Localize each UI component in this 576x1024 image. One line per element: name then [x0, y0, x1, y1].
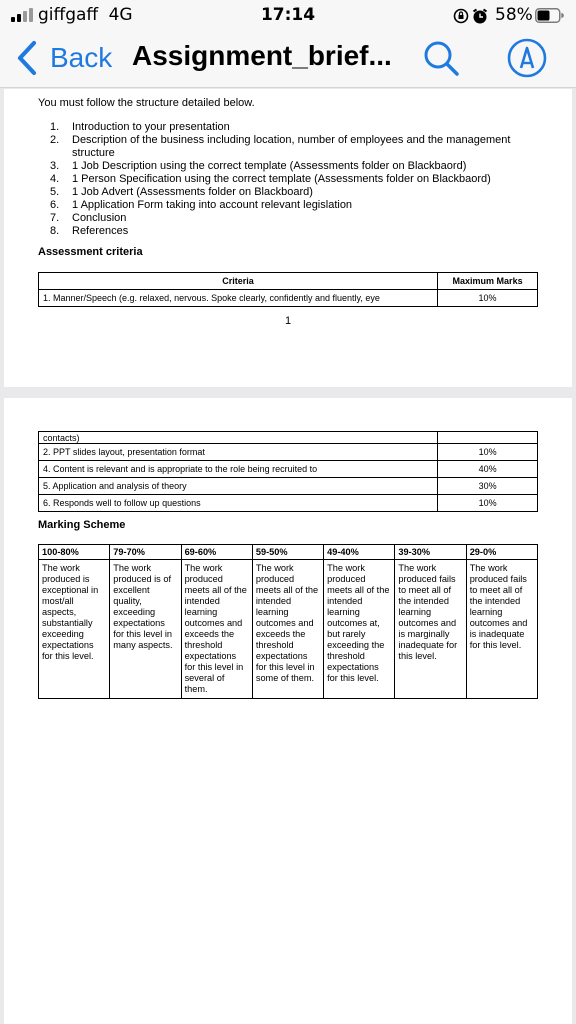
search-icon [420, 38, 462, 80]
list-number: 3. [50, 160, 60, 172]
carrier-name: giffgaff [38, 5, 99, 25]
document-page-1 [4, 89, 572, 387]
marks-cell: 10% [438, 290, 538, 307]
list-number: 7. [50, 212, 60, 224]
list-item [50, 160, 542, 173]
table-header-row [39, 545, 538, 560]
orientation-lock-icon [453, 7, 493, 25]
grade-band-header: 49-40% [324, 545, 395, 560]
table-header-row [39, 273, 538, 290]
document-page-2 [4, 398, 572, 1024]
criteria-cell: 2. PPT slides layout, presentation format [39, 444, 438, 461]
grade-band-description: The work produced is of excellent quality, exceeding expectations for this level in many aspects. [110, 560, 181, 699]
list-item [50, 173, 542, 186]
list-text: 1 Application Form taking into account relevant legislation [72, 199, 353, 211]
criteria-table-continued [38, 431, 538, 512]
structure-list [50, 121, 542, 238]
list-item [50, 199, 542, 212]
list-item [50, 225, 542, 238]
search-button[interactable] [420, 38, 462, 80]
criteria-cell: contacts) [39, 432, 438, 444]
markup-button[interactable] [506, 37, 548, 79]
battery-icon [535, 8, 564, 23]
status-bar [0, 0, 576, 30]
table-row [39, 432, 538, 444]
marks-cell: 10% [438, 444, 538, 461]
list-number: 6. [50, 199, 60, 211]
list-number: 5. [50, 186, 60, 198]
list-text: 1 Person Specification using the correct template (Assessments folder on Blackbaord) [72, 173, 491, 185]
marks-cell: 10% [438, 495, 538, 512]
document-title: Assignment_brief... [132, 40, 392, 71]
grade-band-header: 100-80% [39, 545, 110, 560]
marks-cell [438, 432, 538, 444]
table-row [39, 290, 538, 307]
criteria-cell: 5. Application and analysis of theory [39, 478, 438, 495]
clock: 17:14 [260, 5, 316, 25]
list-number: 2. [50, 134, 60, 146]
assessment-criteria-heading: Assessment criteria [38, 246, 143, 258]
marks-cell: 30% [438, 478, 538, 495]
list-number: 1. [50, 121, 60, 133]
table-row [39, 495, 538, 512]
markup-pen-icon [506, 37, 548, 79]
grade-band-header: 59-50% [252, 545, 323, 560]
grade-band-description: The work produced meets all of the intended learning outcomes and exceeds the threshold expectations for this level in some of them. [252, 560, 323, 699]
grade-band-header: 69-60% [181, 545, 252, 560]
grade-band-description: The work produced is exceptional in most/all aspects, substantially exceeding expectations for this level. [39, 560, 110, 699]
navigation-bar [0, 30, 576, 88]
list-item [50, 186, 542, 199]
grade-band-header: 79-70% [110, 545, 181, 560]
back-label: Back [50, 42, 113, 73]
grade-band-description: The work produced fails to meet all of the intended learning outcomes and is inadequate for this level. [466, 560, 537, 699]
grade-band-header: 29-0% [466, 545, 537, 560]
list-text: References [72, 225, 129, 237]
grade-band-description: The work produced fails to meet all of the intended learning outcomes and is marginally inadequate for this level. [395, 560, 466, 699]
list-number: 8. [50, 225, 60, 237]
list-item [50, 121, 542, 134]
marks-cell: 40% [438, 461, 538, 478]
system-icons [453, 7, 493, 25]
criteria-cell: 4. Content is relevant and is appropriate to the role being recruited to [39, 461, 438, 478]
battery-percent: 58% [495, 5, 533, 25]
list-text: 1 Job Advert (Assessments folder on Blackboard) [72, 186, 313, 198]
table-row [39, 560, 538, 699]
list-text: 1 Job Description using the correct template (Assessments folder on Blackbaord) [72, 160, 467, 172]
list-item [50, 134, 542, 160]
grade-band-description: The work produced meets all of the intended learning outcomes and exceeds the threshold expectations for this level in several of them. [181, 560, 252, 699]
criteria-column-header: Criteria [39, 273, 438, 290]
marking-scheme-heading: Marking Scheme [38, 519, 126, 531]
grade-band-description: The work produced meets all of the intended learning outcomes at, but rarely exceeding the threshold expectations for this level. [324, 560, 395, 699]
table-row [39, 461, 538, 478]
back-button[interactable] [16, 38, 112, 78]
list-text: Conclusion [72, 212, 127, 224]
chevron-left-icon [16, 40, 38, 76]
marks-column-header: Maximum Marks [438, 273, 538, 290]
list-number: 4. [50, 173, 60, 185]
list-text: Description of the business including location, number of employees and the management structure [72, 134, 511, 159]
criteria-cell: 1. Manner/Speech (e.g. relaxed, nervous. Spoke clearly, confidently and fluently, eye [39, 290, 438, 307]
marking-scheme-table [38, 544, 538, 699]
criteria-cell: 6. Responds well to follow up questions [39, 495, 438, 512]
table-row [39, 444, 538, 461]
table-row [39, 478, 538, 495]
list-item [50, 212, 542, 225]
network-type: 4G [108, 5, 133, 25]
grade-band-header: 39-30% [395, 545, 466, 560]
structure-intro: You must follow the structure detailed below. [38, 97, 255, 109]
list-text: Introduction to your presentation [72, 121, 230, 133]
page-number: 1 [284, 315, 292, 327]
criteria-table [38, 272, 538, 307]
